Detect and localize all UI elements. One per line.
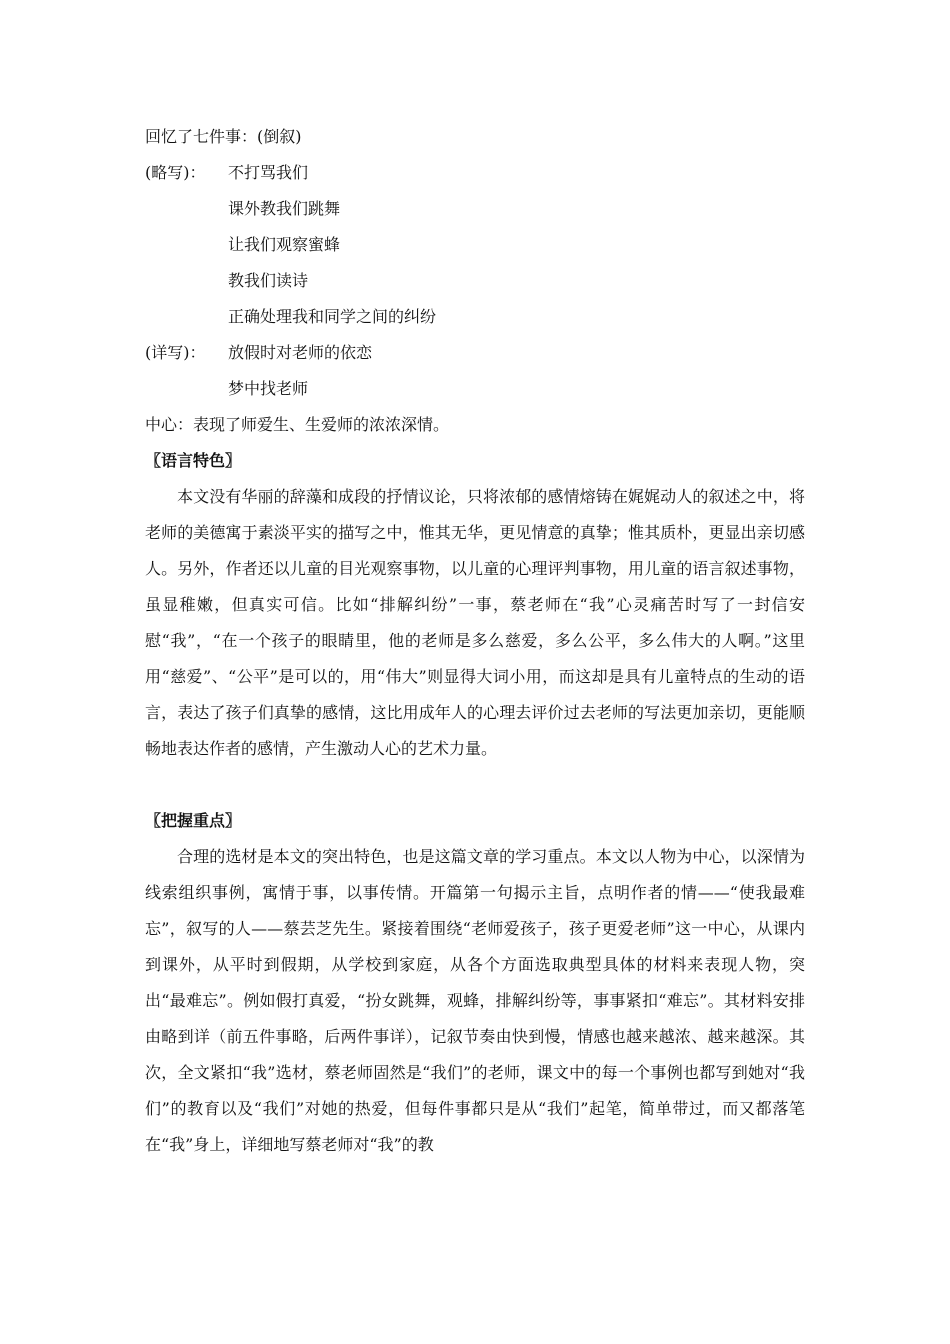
brief-item: 不打骂我们	[228, 163, 309, 182]
detail-label: (详写)：	[145, 343, 206, 362]
brief-item: 课外教我们跳舞	[228, 199, 341, 218]
outline-title: 回忆了七件事：(倒叙)	[145, 127, 302, 146]
brief-label: (略写)：	[145, 163, 206, 182]
brief-item: 教我们读诗	[228, 271, 309, 290]
detail-item: 梦中找老师	[228, 379, 309, 398]
brief-item: 正确处理我和同学之间的纠纷	[228, 307, 437, 326]
center-statement: 中心：表现了师爱生、生爱师的浓浓深情。	[145, 415, 450, 434]
brief-item: 让我们观察蜜蜂	[228, 235, 341, 254]
detail-item: 放假时对老师的依恋	[228, 343, 373, 362]
brief-row	[145, 163, 308, 183]
section-heading-focus: 〖把握重点〗	[145, 811, 242, 830]
section-heading-language: 〖语言特色〗	[145, 451, 242, 470]
detail-row	[145, 343, 372, 363]
section-body-focus: 合理的选材是本文的突出特色，也是这篇文章的学习重点。本文以人物为中心，以深情为线索组织事例，寓情于事，以事传情。开篇第一句揭示主旨，点明作者的情——“使我最难忘”，叙写的人——蔡芸芝先生。紧接着围绕“老师爱孩子，孩子更爱老师”这一中心，从课内到课外，从平时到假期，从学校到家庭，从各个方面选取典型具体的材料来表现人物，突出“最难忘”。例如假打真爱，“扮女跳舞，观蜂，排解纠纷等，事事紧扣“难忘”。其材料安排由略到详（前五件事略，后两件事详），记叙节奏由快到慢，情感也越来越浓、越来越深。其次，全文紧扣“我”选材，蔡老师固然是“我们”的老师，课文中的每一个事例也都写到她对“我们”的教育以及“我们”对她的热爱，但每件事都只是从“我们”起笔，简单带过，而又都落笔在“我”身上，详细地写蔡老师对“我”的教	[145, 847, 805, 1154]
section-body-language: 本文没有华丽的辞藻和成段的抒情议论，只将浓郁的感情熔铸在娓娓动人的叙述之中，将老师的美德寓于素淡平实的描写之中，惟其无华，更见情意的真挚；惟其质朴，更显出亲切感人。另外，作者还以儿童的目光观察事物，以儿童的心理评判事物，用儿童的语言叙述事物，虽显稚嫩，但真实可信。比如“排解纠纷”一事，蔡老师在“我”心灵痛苦时写了一封信安慰“我”，“在一个孩子的眼睛里，他的老师是多么慈爱，多么公平，多么伟大的人啊。”这里用“慈爱”、“公平”是可以的，用“伟大”则显得大词小用，而这却是具有儿童特点的生动的语言，表达了孩子们真挚的感情，这比用成年人的心理去评价过去老师的写法更加亲切，更能顺畅地表达作者的感情，产生激动人心的艺术力量。	[145, 487, 805, 758]
